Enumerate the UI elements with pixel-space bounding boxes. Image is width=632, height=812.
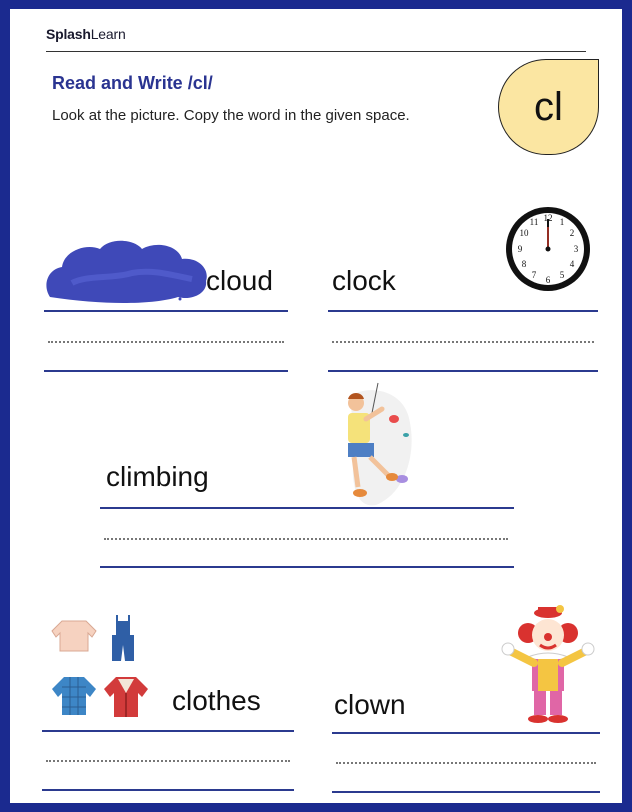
svg-text:3: 3 [573,244,579,254]
svg-text:5: 5 [559,270,565,280]
dotted-guide [336,762,596,764]
word-clock: clock [332,265,396,296]
write-line-bottom [44,370,288,372]
climber-icon [336,383,418,509]
write-line-top [328,310,598,312]
svg-text:6: 6 [545,275,551,285]
svg-text:1: 1 [559,217,565,227]
jacket-icon [102,675,150,719]
svg-text:2: 2 [569,228,575,238]
svg-text:9: 9 [517,244,523,254]
dotted-guide [332,341,594,343]
svg-text:8: 8 [521,259,527,269]
svg-text:12: 12 [543,213,553,223]
worksheet-page [10,9,622,803]
word-clown: clown [334,689,406,720]
overalls-icon [108,615,138,663]
svg-text:11: 11 [529,217,539,227]
write-line-bottom [42,789,294,791]
write-line-bottom [100,566,514,568]
svg-text:7: 7 [531,270,537,280]
worksheet-instructions: Look at the picture. Copy the word in the given space. [52,107,410,124]
svg-text:10: 10 [519,228,529,238]
worksheet-title: Read and Write /cl/ [52,73,213,93]
write-line-bottom [332,791,600,793]
clown-icon [498,603,598,725]
phonics-badge: cl [498,59,599,155]
write-line-top [42,730,294,732]
brand-logo: SplashLearn [46,26,126,42]
word-clothes: clothes [172,685,261,716]
word-cloud: cloud [206,265,273,296]
word-climbing: climbing [106,461,209,492]
shirt-icon [50,675,98,717]
dotted-guide [46,760,290,762]
cloud-icon [42,235,212,305]
header-divider [46,51,586,52]
dotted-guide [104,538,508,540]
dotted-guide [48,341,284,343]
clock-icon [504,205,592,293]
write-line-top [332,732,600,734]
write-line-bottom [328,370,598,372]
sweater-icon [50,619,98,653]
write-line-top [44,310,288,312]
write-line-top [100,507,514,509]
svg-text:4: 4 [569,259,575,269]
